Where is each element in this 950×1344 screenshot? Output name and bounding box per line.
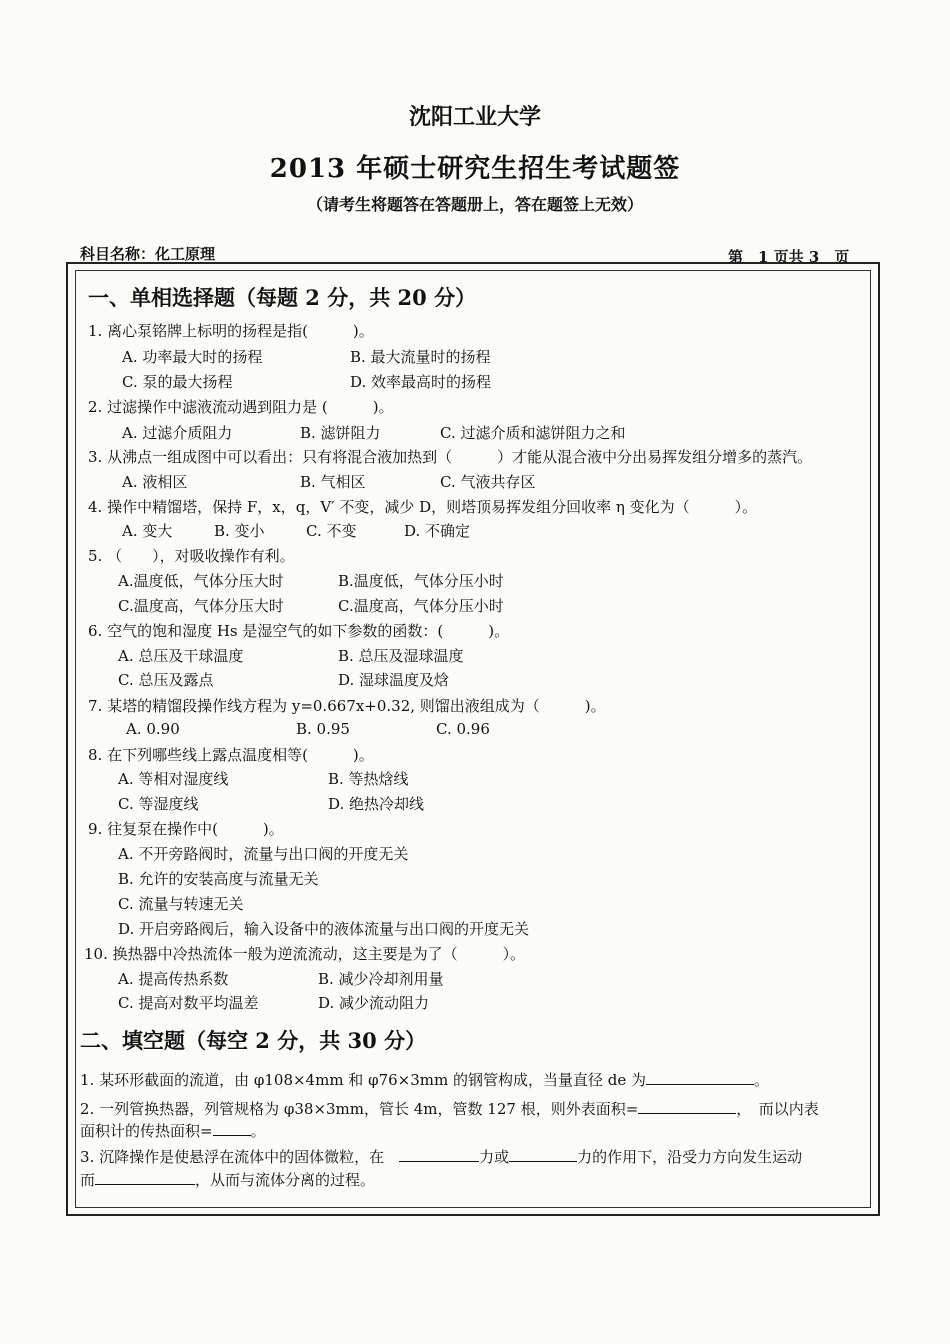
q8-option-a: A. 等相对湿度线 xyxy=(118,770,229,788)
q10-option-d: D. 减少流动阻力 xyxy=(318,994,430,1012)
q3-option-b: B. 气相区 xyxy=(300,473,366,491)
question-5: 5. （ ），对吸收操作有利。 xyxy=(88,547,295,565)
q6-option-b: B. 总压及湿球温度 xyxy=(338,647,464,665)
q4-option-d: D. 不确定 xyxy=(404,522,471,540)
page-info: 第 1 页共 3 页 xyxy=(728,248,850,266)
question-1: 1. 离心泵铭牌上标明的扬程是指( )。 xyxy=(88,322,374,340)
question-8: 8. 在下列哪些线上露点温度相等( )。 xyxy=(88,746,374,764)
question-2: 2. 过滤操作中滤液流动遇到阻力是 ( )。 xyxy=(88,398,394,416)
q5-option-d: C.温度高，气体分压小时 xyxy=(338,597,504,615)
fill-q3-text-e: ，从而与流体分离的过程。 xyxy=(195,1171,376,1189)
fill-question-3-line2 xyxy=(80,1168,375,1190)
fill-q3-blank-1 xyxy=(399,1145,479,1162)
q8-option-c: C. 等湿度线 xyxy=(118,795,199,813)
university-name: 沈阳工业大学 xyxy=(408,104,541,130)
fill-q3-blank-2 xyxy=(509,1145,577,1162)
exam-notice: （请考生将题答在答题册上，答在题签上无效） xyxy=(306,195,643,214)
fill-q3-text-d: 而 xyxy=(80,1171,96,1189)
q1-option-a: A. 功率最大时的扬程 xyxy=(122,348,263,366)
fill-q3-text-b: 力或 xyxy=(479,1148,510,1166)
q5-option-a: A.温度低，气体分压大时 xyxy=(118,572,284,590)
exam-title: 2013 年硕士研究生招生考试题签 xyxy=(269,154,681,184)
fill-q2-text: 2. 一列管换热器，列管规格为 φ38×3mm，管长 4m，管数 127 根，则外表面积= xyxy=(80,1100,639,1118)
q5-option-b: B.温度低，气体分压小时 xyxy=(338,572,504,590)
fill-q2-mid: ， 而以内表 xyxy=(736,1100,819,1118)
fill-q1-end: 。 xyxy=(754,1071,770,1089)
q7-option-c: C. 0.96 xyxy=(436,720,490,738)
fill-q1-blank xyxy=(646,1068,754,1085)
q3-option-a: A. 液相区 xyxy=(122,473,188,491)
q3-option-c: C. 气液共存区 xyxy=(440,473,536,491)
q9-option-b: B. 允许的安装高度与流量无关 xyxy=(118,870,319,888)
section2-title: 二、填空题（每空 2 分，共 30 分） xyxy=(80,1028,427,1053)
fill-q2-blank-1 xyxy=(638,1097,736,1114)
fill-q3-text-c: 力的作用下，沿受力方向发生运动 xyxy=(577,1148,803,1166)
q10-option-a: A. 提高传热系数 xyxy=(118,970,229,988)
q7-option-b: B. 0.95 xyxy=(296,720,350,738)
q5-option-c: C.温度高，气体分压大时 xyxy=(118,597,284,615)
fill-q1-text: 1. 某环形截面的流道，由 φ108×4mm 和 φ76×3mm 的钢管构成，当量直径 de 为 xyxy=(80,1071,647,1089)
q10-option-b: B. 减少冷却剂用量 xyxy=(318,970,444,988)
q6-option-a: A. 总压及干球温度 xyxy=(118,647,244,665)
q8-option-b: B. 等热焓线 xyxy=(328,770,409,788)
q9-option-a: A. 不开旁路阀时，流量与出口阀的开度无关 xyxy=(118,845,409,863)
subject-name: 科目名称：化工原理 xyxy=(80,245,216,263)
fill-q2-end: 。 xyxy=(250,1122,266,1140)
q6-option-c: C. 总压及露点 xyxy=(118,671,214,689)
fill-q2-blank-2 xyxy=(213,1119,251,1136)
q8-option-d: D. 绝热冷却线 xyxy=(328,795,425,813)
q1-option-b: B. 最大流量时的扬程 xyxy=(350,348,491,366)
q4-option-a: A. 变大 xyxy=(122,522,173,540)
q9-option-c: C. 流量与转速无关 xyxy=(118,895,244,913)
q2-option-b: B. 滤饼阻力 xyxy=(300,424,381,442)
q4-option-b: B. 变小 xyxy=(214,522,265,540)
section1-title: 一、单相选择题（每题 2 分，共 20 分） xyxy=(88,285,477,310)
q7-option-a: A. 0.90 xyxy=(126,720,180,738)
q4-option-c: C. 不变 xyxy=(306,522,357,540)
fill-q3-text-a: 3. 沉降操作是使悬浮在流体中的固体微粒，在 xyxy=(80,1148,385,1166)
question-3: 3. 从沸点一组成图中可以看出：只有将混合液加热到（ ）才能从混合液中分出易挥发组分增多的蒸汽。 xyxy=(88,448,813,466)
fill-question-2-line1 xyxy=(80,1097,819,1119)
question-9: 9. 往复泵在操作中( )。 xyxy=(88,820,284,838)
fill-q2-text-2: 面积计的传热面积= xyxy=(80,1122,213,1140)
q2-option-c: C. 过滤介质和滤饼阻力之和 xyxy=(440,424,626,442)
q2-option-a: A. 过滤介质阻力 xyxy=(122,424,233,442)
question-7: 7. 某塔的精馏段操作线方程为 y=0.667x+0.32, 则馏出液组成为（ )。 xyxy=(88,697,606,715)
q1-option-c: C. 泵的最大扬程 xyxy=(122,373,233,391)
q9-option-d: D. 开启旁路阀后，输入设备中的液体流量与出口阀的开度无关 xyxy=(118,920,530,938)
fill-q3-blank-3 xyxy=(95,1168,195,1185)
question-10: 10. 换热器中冷热流体一般为逆流流动，这主要是为了（ ）。 xyxy=(84,945,526,963)
fill-question-2-line2 xyxy=(80,1119,266,1141)
fill-question-1 xyxy=(80,1068,769,1090)
q6-option-d: D. 湿球温度及焓 xyxy=(338,671,450,689)
q10-option-c: C. 提高对数平均温差 xyxy=(118,994,259,1012)
fill-question-3-line1 xyxy=(80,1145,802,1167)
question-6: 6. 空气的饱和湿度 Hs 是湿空气的如下参数的函数：( )。 xyxy=(88,622,510,640)
q1-option-d: D. 效率最高时的扬程 xyxy=(350,373,492,391)
question-4: 4. 操作中精馏塔，保持 F，x，q，V′ 不变，减少 D，则塔顶易挥发组分回收率 η 变化为（ ）。 xyxy=(88,498,758,516)
